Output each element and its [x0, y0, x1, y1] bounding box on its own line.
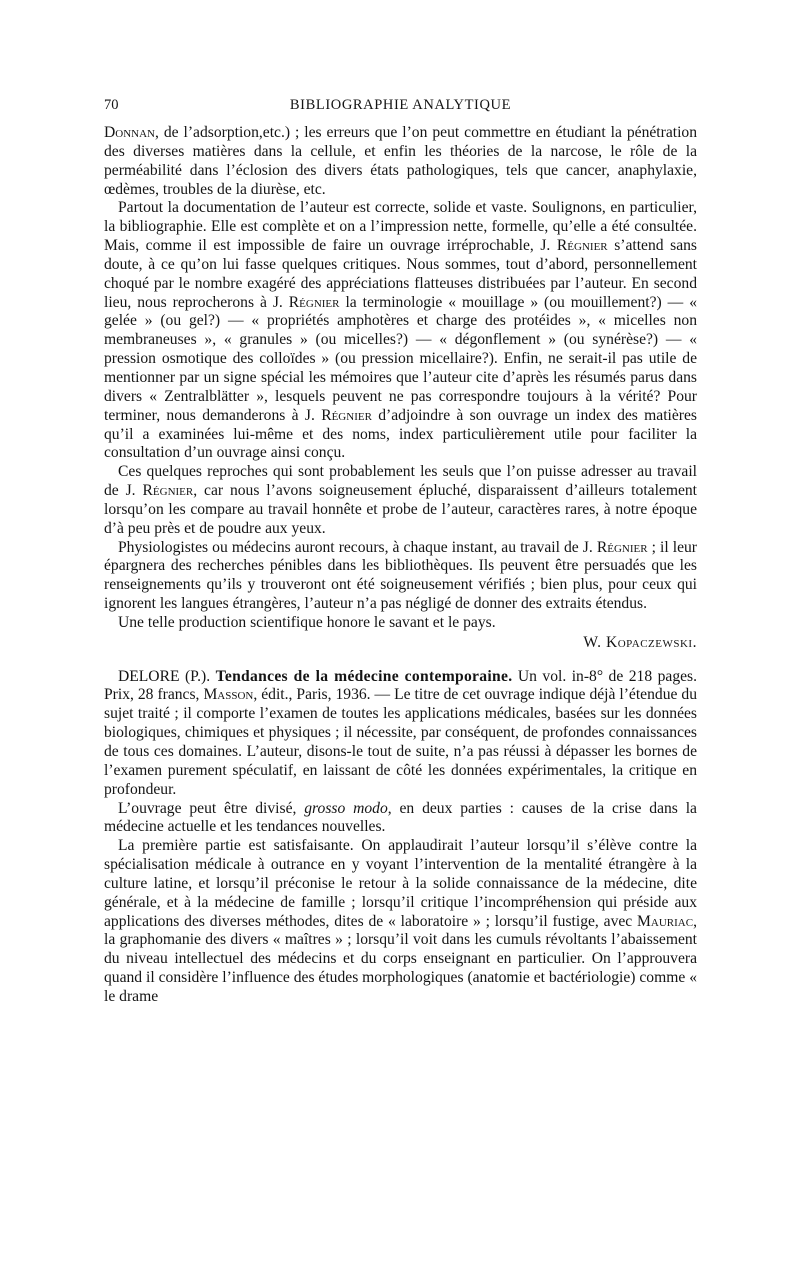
reviewer-signature: W. Kopaczewski.: [583, 633, 697, 651]
text-run: Ces quelques reproches qui sont probablement les seuls que l’on puisse adresser au travail de J.: [104, 463, 697, 500]
author-name: Régnier: [142, 482, 194, 500]
text-run: Un vol. in-8° de 218 pages. Prix, 28 francs,: [104, 667, 698, 704]
text-run: la terminologie « mouillage » (ou mouillement?) — « gelée » (ou gel?) — « propriétés amphotères et charge des protéides », « micelles non membraneuses », « granules » (ou micelles?) — « dégonflement » (ou synérèse?) — « pression osmotique des colloïdes » (ou pression micellaire?). Enfin, ne serait-il pas utile de mentionner par un signe spécial les mémoires que l’auteur cite d’après les résumés parus dans divers « Zentralblätter », lesquels peuvent ne pas correspondre toujours à la vérité? Pour terminer, nous demanderons à J.: [104, 293, 697, 424]
author-name: Régnier: [556, 237, 608, 255]
author-name: Régnier: [321, 406, 372, 424]
text-run: d’adjoindre à son ouvrage un index des matières qu’il a examinées lui-même et des noms, index particulièrement utile pour faciliter la consultation d’un ouvrage ainsi conçu.: [104, 406, 697, 462]
review-paragraph: Une telle production scientifique honore le savant et le pays.: [118, 613, 496, 631]
review-paragraph: [104, 539, 697, 614]
book-page: [104, 96, 697, 1007]
text-run: , édit., Paris, 1936. — Le titre de cet ouvrage indique déjà l’étendue du sujet traité ; il comporte l’examen de toutes les applications médicales, basées sur les données biologiques, chimiques et physiques ; il nécessite, par conséquent, de profondes connaissances de tous ces domaines. L’auteur, disons-le tout de suite, n’a pas réussi à dépasser les bornes de l’examen purement spéculatif, en laissant de côté les données expérimentales, la critique en profondeur.: [104, 686, 697, 798]
author-name: Régnier: [596, 538, 648, 556]
publisher-name: Masson: [203, 686, 254, 704]
text-run: L’ouvrage peut être divisé,: [118, 799, 297, 817]
review-paragraph: [104, 124, 697, 199]
running-title: BIBLIOGRAPHIE ANALYTIQUE: [289, 97, 512, 113]
author-name: Mauriac: [637, 912, 694, 930]
text-run: s’attend sans doute, à ce qu’on lui fasse quelques critiques. Nous sommes, tout d’abord, personnellement choqué par le nombre exagéré des appréciations flatteuses distribuées par l’auteur. En second lieu, nous reprocherons à J.: [104, 237, 697, 311]
text-run: Partout la documentation de l’auteur est correcte, solide et vaste. Soulignons, en particulier, la bibliographie. Elle est complète et on a l’impression nette, formelle, qu’elle a été consultée. Mais, comme il est impossible de faire un ouvrage irréprochable, J.: [104, 199, 697, 255]
review-delore: [104, 668, 697, 1007]
review-paragraph: [104, 800, 697, 838]
text-run: Physiologistes ou médecins auront recours, à chaque instant, au travail de J.: [118, 538, 593, 556]
text-run: , de l’adsorption,etc.) ; les erreurs que l’on peut commettre en étudiant la pénétration des diverses matières dans la cellule, et enfin les théories de la narcose, le rôle de la perméabilité dans l’éclosion des divers états pathologiques, tels que cancer, anaphylaxie, œdèmes, troubles de la diurèse, etc.: [104, 124, 697, 198]
text-run: , en deux parties : causes de la crise dans la médecine actuelle et les tendances nouvelles.: [104, 799, 697, 836]
review-paragraph: [104, 463, 697, 538]
text-run: La première partie est satisfaisante. On applaudirait l’auteur lorsqu’il s’élève contre la spécialisation médicale à outrance en y voyant l’intervention de la mentalité étrangère à la culture latine, et lorsqu’il préconise le retour à la solide connaissance de la médecine, dite générale, et à la médecine de famille ; lorsqu’il critique l’incompréhension qui préside aux applications des diverses méthodes, dites de « laboratoire » ; lorsqu’il fustige, avec: [104, 837, 697, 930]
text-run: ; il leur épargnera des recherches pénibles dans les bibliothèques. Ils peuvent être persuadés que les renseignements qu’ils y trouveront ont été soigneusement vérifiés ; bien plus, pour ceux qui ignorent les langues étrangères, l’auteur n’a pas négligé de donner des extraits étendus.: [104, 538, 698, 613]
page-number: 70: [104, 97, 119, 113]
text-run: , la graphomanie des divers « maîtres » ; lorsqu’il voit dans les cumuls révoltants l’abaissement du niveau intellectuel des médecins et du corps enseignant en particulier. On l’approuvera quand il considère l’influence des études morphologiques (anatomie et bactériologie) comme « le drame: [104, 912, 697, 1005]
review-regnier: [104, 124, 697, 653]
review-paragraph: [104, 837, 697, 1007]
author-name: Régnier: [288, 293, 340, 311]
review-paragraph: [104, 199, 697, 463]
entry-author: DELORE (P.).: [118, 667, 211, 685]
text-run: , car nous l’avons soigneusement épluché, disparaissent d’ailleurs totalement lorsqu’on les compare au travail honnête et probe de l’auteur, caractères rares, à notre époque d’à peu près et de poudre aux yeux.: [104, 482, 698, 537]
review-paragraph: [104, 668, 697, 800]
emphasis: grosso modo: [304, 799, 388, 817]
page-header: [104, 96, 697, 118]
author-name: Donnan: [104, 124, 155, 141]
entry-title: Tendances de la médecine contemporaine.: [215, 667, 513, 685]
